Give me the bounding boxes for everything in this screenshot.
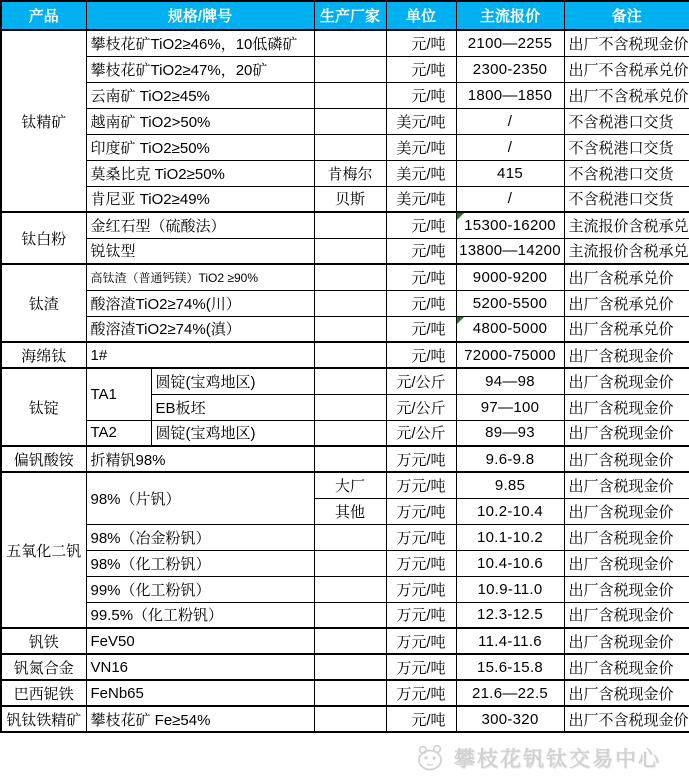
cell-error-marker-icon: [457, 317, 464, 324]
maker-cell: [314, 108, 386, 134]
table-row: [1, 212, 689, 238]
maker-cell: [314, 654, 386, 680]
table-row: [1, 472, 689, 498]
col-header-note: 备注: [564, 1, 689, 30]
unit-cell: 元/吨: [386, 706, 456, 732]
note-cell: 出厂含税现金价: [564, 420, 689, 446]
price-cell: 2100—2255: [456, 30, 564, 56]
product-cell: 巴西铌铁: [1, 680, 86, 706]
table-row: [1, 30, 689, 56]
price-cell: 15300-16200: [456, 212, 564, 238]
maker-cell: [314, 576, 386, 602]
maker-cell: [314, 394, 386, 420]
maker-cell: 其他: [314, 498, 386, 524]
note-cell: 出厂含税现金价: [564, 680, 689, 706]
spec-cell: 锐钛型: [86, 238, 314, 264]
table-row: [1, 264, 689, 290]
maker-cell: 大厂: [314, 472, 386, 498]
price-cell: 9.6-9.8: [456, 446, 564, 472]
price-cell: 9.85: [456, 472, 564, 498]
note-cell: 主流报价含税承兑: [564, 238, 689, 264]
table-row: [1, 368, 689, 394]
note-cell: 出厂不含税现金价: [564, 30, 689, 56]
spec2-cell: 圆锭(宝鸡地区): [151, 420, 314, 446]
price-cell: 89—93: [456, 420, 564, 446]
unit-cell: 万元/吨: [386, 472, 456, 498]
spec-cell: VN16: [86, 654, 314, 680]
table-row: [1, 342, 689, 368]
unit-cell: 元/吨: [386, 238, 456, 264]
spec1-cell: TA2: [86, 420, 151, 446]
note-cell: 出厂含税现金价: [564, 368, 689, 394]
product-cell: 钛精矿: [1, 30, 86, 212]
unit-cell: 美元/吨: [386, 160, 456, 186]
panda-logo-icon: [414, 744, 446, 772]
product-cell: 钒氮合金: [1, 654, 86, 680]
spec2-cell: EB板坯: [151, 394, 314, 420]
product-cell: 钛白粉: [1, 212, 86, 264]
note-cell: 不含税港口交货: [564, 108, 689, 134]
table-row: [1, 576, 689, 602]
table-row: [1, 550, 689, 576]
price-cell: /: [456, 186, 564, 212]
price-cell: /: [456, 108, 564, 134]
note-cell: 出厂含税现金价: [564, 550, 689, 576]
unit-cell: 万元/吨: [386, 498, 456, 524]
price-cell: 15.6-15.8: [456, 654, 564, 680]
col-header-unit: 单位: [386, 1, 456, 30]
unit-cell: 万元/吨: [386, 576, 456, 602]
note-cell: 不含税港口交货: [564, 134, 689, 160]
table-row: [1, 628, 689, 654]
header-row: [1, 1, 689, 30]
unit-cell: 元/吨: [386, 56, 456, 82]
maker-cell: [314, 524, 386, 550]
maker-cell: [314, 30, 386, 56]
price-cell: 21.6—22.5: [456, 680, 564, 706]
unit-cell: 元/吨: [386, 30, 456, 56]
price-cell: 12.3-12.5: [456, 602, 564, 628]
unit-cell: 美元/吨: [386, 134, 456, 160]
unit-cell: 元/吨: [386, 212, 456, 238]
maker-cell: [314, 342, 386, 368]
table-row: [1, 160, 689, 186]
col-header-product: 产品: [1, 1, 86, 30]
maker-cell: [314, 602, 386, 628]
spec-cell: 1#: [86, 342, 314, 368]
maker-cell: [314, 316, 386, 342]
col-header-price: 主流报价: [456, 1, 564, 30]
note-cell: 出厂含税现金价: [564, 524, 689, 550]
unit-cell: 元/吨: [386, 316, 456, 342]
spec-cell: 98%（片钒）: [86, 472, 314, 524]
product-cell: 钒铁: [1, 628, 86, 654]
spec-cell: 98%（冶金粉钒）: [86, 524, 314, 550]
price-cell: 1800—1850: [456, 82, 564, 108]
table-row: [1, 654, 689, 680]
maker-cell: [314, 706, 386, 732]
table-row: [1, 290, 689, 316]
unit-cell: 元/吨: [386, 82, 456, 108]
price-cell: 10.2-10.4: [456, 498, 564, 524]
table-row: [1, 446, 689, 472]
unit-cell: 元/吨: [386, 342, 456, 368]
price-cell: 13800—14200: [456, 238, 564, 264]
unit-cell: 元/公斤: [386, 394, 456, 420]
unit-cell: 元/公斤: [386, 368, 456, 394]
product-cell: 五氧化二钒: [1, 472, 86, 628]
maker-cell: [314, 290, 386, 316]
price-cell: 10.9-11.0: [456, 576, 564, 602]
maker-cell: 肯梅尔: [314, 160, 386, 186]
unit-cell: 美元/吨: [386, 186, 456, 212]
spec-cell: 攀枝花矿TiO2≥47%，20矿: [86, 56, 314, 82]
spec-cell: FeNb65: [86, 680, 314, 706]
price-cell: 97—100: [456, 394, 564, 420]
price-cell: 2300-2350: [456, 56, 564, 82]
table-row: [1, 186, 689, 212]
spec-cell: 越南矿 TiO2>50%: [86, 108, 314, 134]
price-cell: 94—98: [456, 368, 564, 394]
note-cell: 出厂含税承兑价: [564, 290, 689, 316]
product-cell: 钛渣: [1, 264, 86, 342]
product-cell: 钒钛铁精矿: [1, 706, 86, 732]
maker-cell: [314, 212, 386, 238]
price-cell: 4800-5000: [456, 316, 564, 342]
price-cell: /: [456, 134, 564, 160]
table-row: [1, 602, 689, 628]
product-cell: 钛锭: [1, 368, 86, 446]
spec-cell: 98%（化工粉钒）: [86, 550, 314, 576]
note-cell: 不含税港口交货: [564, 160, 689, 186]
unit-cell: 万元/吨: [386, 550, 456, 576]
watermark: [0, 733, 689, 773]
price-cell: 9000-9200: [456, 264, 564, 290]
maker-cell: 贝斯: [314, 186, 386, 212]
note-cell: 出厂含税现金价: [564, 602, 689, 628]
spec-cell: 肯尼亚 TiO2≥49%: [86, 186, 314, 212]
note-cell: 出厂含税现金价: [564, 498, 689, 524]
note-cell: 出厂含税现金价: [564, 628, 689, 654]
note-cell: 出厂不含税承兑价: [564, 82, 689, 108]
maker-cell: [314, 420, 386, 446]
price-cell: 300-320: [456, 706, 564, 732]
note-cell: 出厂不含税现金价: [564, 706, 689, 732]
price-cell: 11.4-11.6: [456, 628, 564, 654]
note-cell: 出厂含税现金价: [564, 394, 689, 420]
spec-cell: FeV50: [86, 628, 314, 654]
note-cell: 出厂含税现金价: [564, 446, 689, 472]
price-cell: 10.1-10.2: [456, 524, 564, 550]
maker-cell: [314, 446, 386, 472]
price-cell: 72000-75000: [456, 342, 564, 368]
note-cell: 出厂含税承兑价: [564, 264, 689, 290]
table-row: [1, 108, 689, 134]
unit-cell: 元/吨: [386, 264, 456, 290]
maker-cell: [314, 134, 386, 160]
product-cell: 偏钒酸铵: [1, 446, 86, 472]
unit-cell: 万元/吨: [386, 446, 456, 472]
table-row: [1, 82, 689, 108]
note-cell: 出厂含税承兑价: [564, 316, 689, 342]
note-cell: 不含税港口交货: [564, 186, 689, 212]
spec-cell: 99.5%（化工粉钒）: [86, 602, 314, 628]
note-cell: 主流报价含税承兑: [564, 212, 689, 238]
spec-cell: 莫桑比克 TiO2≥50%: [86, 160, 314, 186]
unit-cell: 元/公斤: [386, 420, 456, 446]
spec-cell: 金红石型（硫酸法）: [86, 212, 314, 238]
unit-cell: 元/吨: [386, 290, 456, 316]
unit-cell: 万元/吨: [386, 524, 456, 550]
table-row: [1, 706, 689, 732]
maker-cell: [314, 550, 386, 576]
unit-cell: 万元/吨: [386, 602, 456, 628]
unit-cell: 美元/吨: [386, 108, 456, 134]
spec-cell: 酸溶渣TiO2≥74%(滇）: [86, 316, 314, 342]
note-cell: 出厂不含税承兑价: [564, 56, 689, 82]
table-row: [1, 238, 689, 264]
cell-error-marker-icon: [457, 213, 464, 220]
note-cell: 出厂含税现金价: [564, 654, 689, 680]
note-cell: 出厂含税现金价: [564, 576, 689, 602]
unit-cell: 万元/吨: [386, 654, 456, 680]
spec-cell: 攀枝花矿TiO2≥46%，10低磷矿: [86, 30, 314, 56]
table-row: [1, 134, 689, 160]
unit-cell: 万元/吨: [386, 680, 456, 706]
spec-cell: 云南矿 TiO2≥45%: [86, 82, 314, 108]
table-row: [1, 316, 689, 342]
maker-cell: [314, 264, 386, 290]
watermark-text: 攀枝花钒钛交易中心: [454, 748, 661, 771]
table-row: [1, 56, 689, 82]
maker-cell: [314, 82, 386, 108]
spec-cell: 99%（化工粉钒）: [86, 576, 314, 602]
spec-cell: 酸溶渣TiO2≥74%(川）: [86, 290, 314, 316]
maker-cell: [314, 238, 386, 264]
spec2-cell: 圆锭(宝鸡地区): [151, 368, 314, 394]
table-row: [1, 680, 689, 706]
table-row: [1, 420, 689, 446]
spec-cell: 折精钒98%: [86, 446, 314, 472]
col-header-manufacturer: 生产厂家: [314, 1, 386, 30]
note-cell: 出厂含税现金价: [564, 342, 689, 368]
product-cell: 海绵钛: [1, 342, 86, 368]
price-cell: 5200-5500: [456, 290, 564, 316]
price-cell: 10.4-10.6: [456, 550, 564, 576]
note-cell: 出厂含税现金价: [564, 472, 689, 498]
table-row: [1, 524, 689, 550]
spec1-cell: TA1: [86, 368, 151, 420]
unit-cell: 万元/吨: [386, 628, 456, 654]
spec-cell: 高钛渣（普通钙镁）TiO2 ≥90%: [86, 264, 314, 290]
table-body: [1, 30, 689, 732]
maker-cell: [314, 368, 386, 394]
col-header-spec: 规格/牌号: [86, 1, 314, 30]
maker-cell: [314, 628, 386, 654]
maker-cell: [314, 56, 386, 82]
spec-cell: 印度矿 TiO2≥50%: [86, 134, 314, 160]
price-cell: 415: [456, 160, 564, 186]
spec-cell: 攀枝花矿 Fe≥54%: [86, 706, 314, 732]
maker-cell: [314, 680, 386, 706]
